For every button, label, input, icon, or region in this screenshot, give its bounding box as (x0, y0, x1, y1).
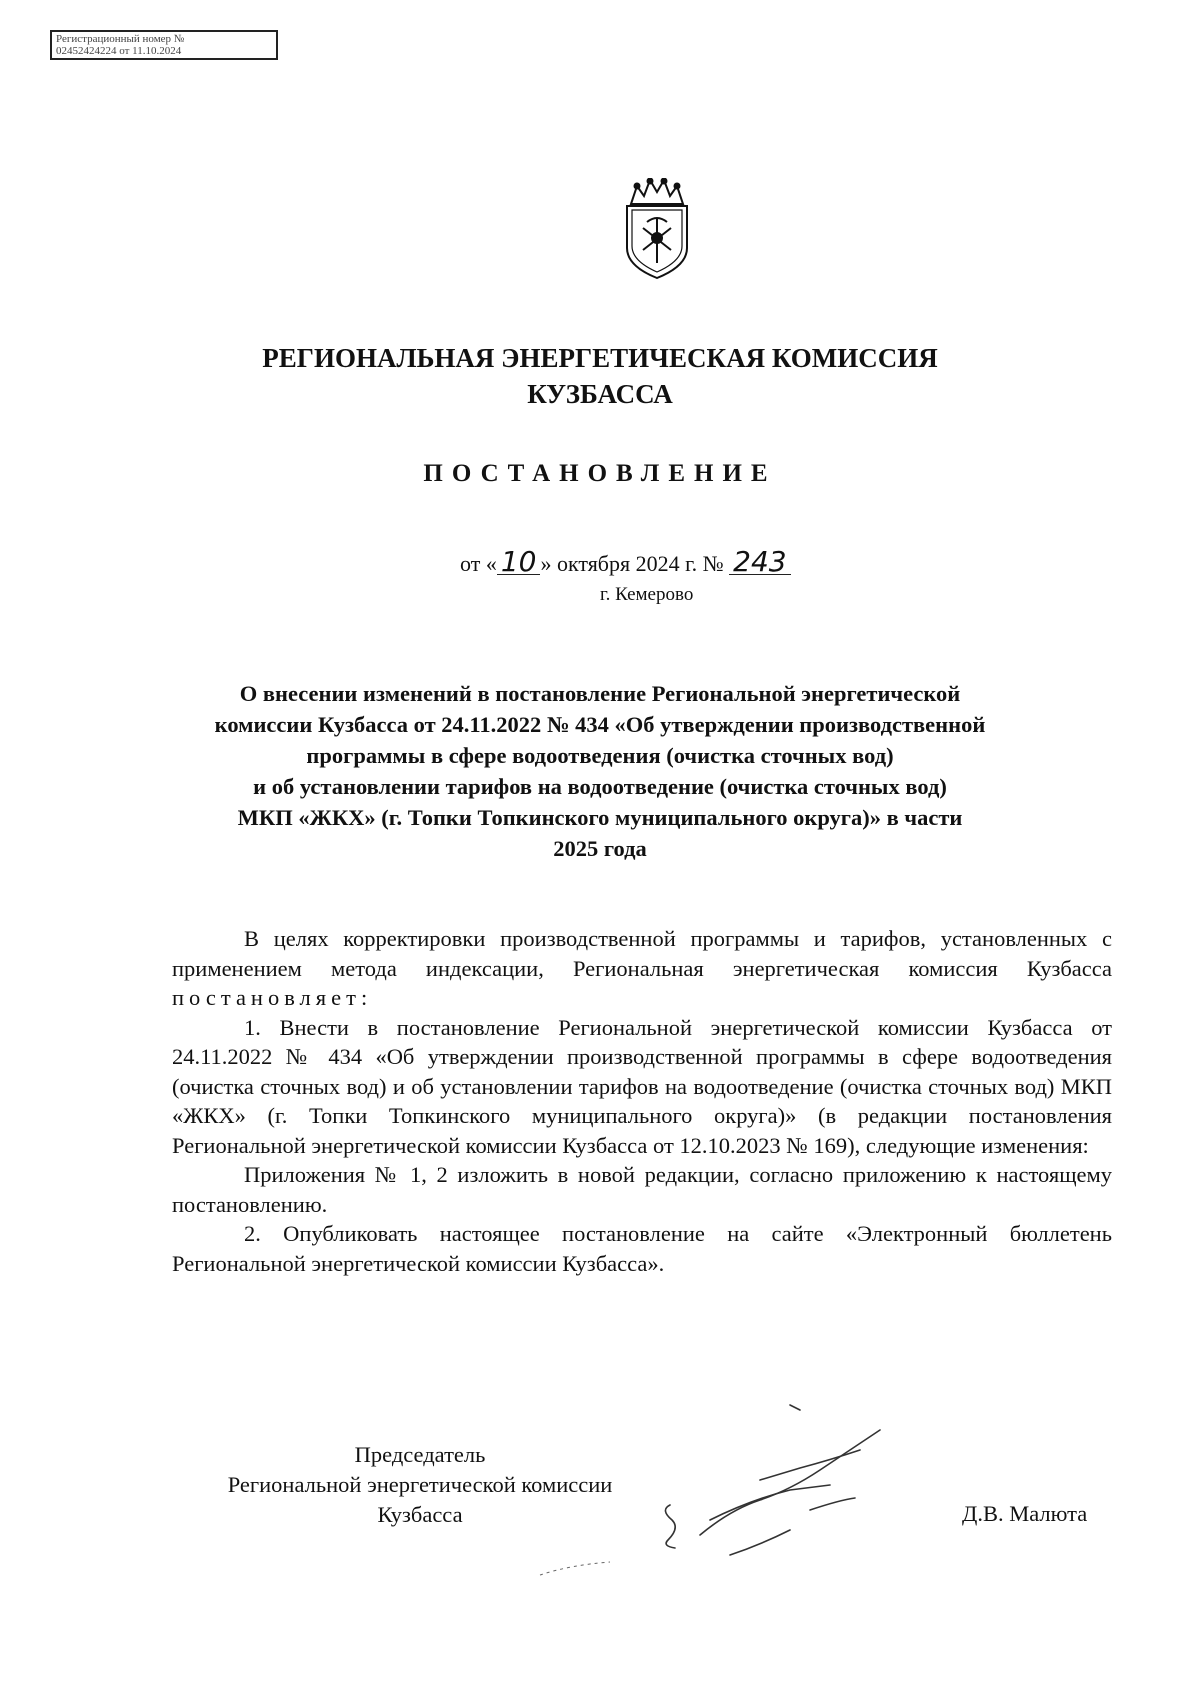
organization-line-2: КУЗБАССА (527, 379, 673, 409)
item-1-paragraph: 1. Внести в постановление Региональной энергетической комиссии Кузбасса от 24.11.2022 № 434 «Об утверждении производственной программы в сфере водоотведения (очистка сточных вод) и об установлении тарифов на водоотведение (очистка сточных вод) МКП «ЖКХ» (г. Топки Топкинского муниципального округа)» (в редакции постановления Региональной энергетической комиссии Кузбасса от 12.10.2023 № 169), следующие изменения: (172, 1014, 1112, 1158)
intro-paragraph (172, 924, 1112, 1013)
subject-line: О внесении изменений в постановление Региональной энергетической (239, 681, 961, 706)
document-subject (160, 678, 1040, 864)
city: г. Кемерово (600, 584, 694, 605)
date-day-handwritten: 10 (497, 550, 541, 575)
subject-line: программы в сфере водоотведения (очистка сточных вод) (306, 743, 894, 768)
signatory-title-line-2: Региональной энергетической комиссии (227, 1472, 613, 1497)
signatory-title-line-3: Кузбасса (377, 1502, 463, 1527)
subject-line: и об установлении тарифов на водоотведение (очистка сточных вод) (253, 774, 947, 799)
handwritten-signature (500, 1350, 960, 1590)
coat-of-arms-emblem (617, 178, 697, 281)
document-date-line (460, 545, 791, 578)
signatory-name: Д.В. Малюта (962, 1501, 1088, 1526)
subject-line: МКП «ЖКХ» (г. Топки Топкинского муниципального округа)» в части (237, 805, 963, 830)
intro-verb: постановляет: (172, 985, 373, 1010)
document-number-handwritten: 243 (729, 550, 790, 575)
date-month-year: » октября 2024 г. № (540, 551, 730, 576)
item-1-detail-paragraph: Приложения № 1, 2 изложить в новой редакции, согласно приложению к настоящему постановлению. (172, 1162, 1112, 1217)
registration-stamp (50, 30, 278, 60)
document-type: ПОСТАНОВЛЕНИЕ (423, 460, 777, 487)
signatory-title-line-1: Председатель (354, 1442, 486, 1467)
intro-text: В целях корректировки производственной программы и тарифов, установленных с применением метода индексации, Региональная энергетическая комиссия Кузбасса (172, 926, 1112, 981)
registration-label: Регистрационный номер № (56, 33, 185, 45)
organization-line-1: РЕГИОНАЛЬНАЯ ЭНЕРГЕТИЧЕСКАЯ КОМИССИЯ (262, 343, 938, 373)
date-prefix: от « (460, 551, 497, 576)
item-2-paragraph: 2. Опубликовать настоящее постановление на сайте «Электронный бюллетень Региональной энергетической комиссии Кузбасса». (172, 1221, 1112, 1276)
subject-line: 2025 года (553, 836, 647, 861)
document-body (172, 924, 1112, 1278)
registration-number: 02452424224 от 11.10.2024 (56, 45, 182, 57)
subject-line: комиссии Кузбасса от 24.11.2022 № 434 «Об утверждении производственной (214, 712, 986, 737)
organization-name (200, 340, 1000, 412)
